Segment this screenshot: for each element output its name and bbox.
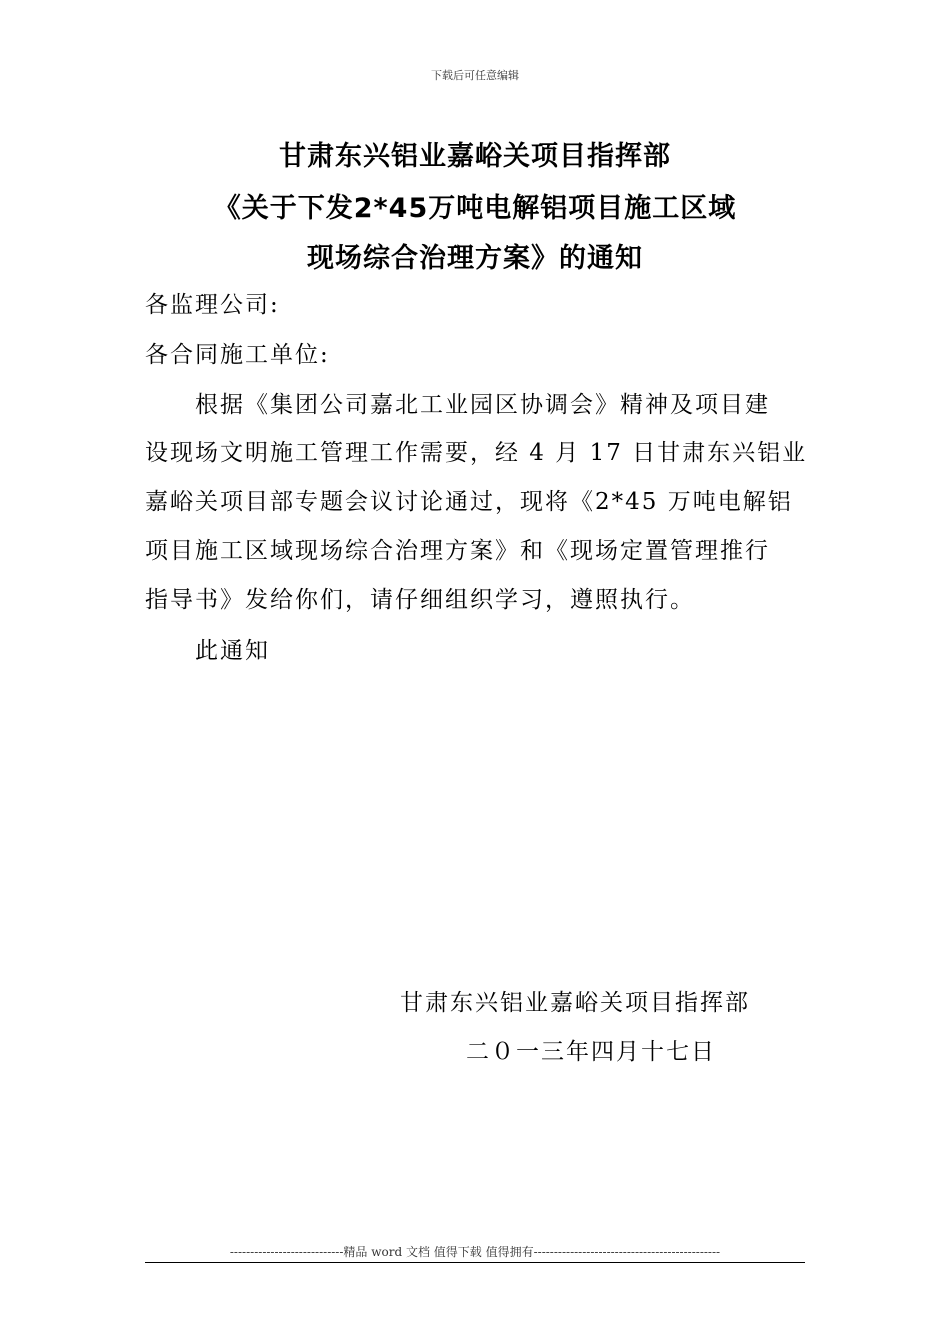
recipient-line-2: 各合同施工单位: (145, 342, 330, 368)
body-line-5: 指导书》发给你们，请仔细组织学习，遵照执行。 (145, 587, 695, 613)
body-line-3: 嘉峪关项目部专题会议讨论通过，现将《2*45 万吨电解铝 (145, 489, 793, 515)
signature-date: 二０一三年四月十七日 (466, 1039, 716, 1065)
header-note: 下载后可任意编辑 (431, 69, 519, 82)
recipient-line-1: 各监理公司: (145, 292, 280, 318)
title-line-2: 《关于下发2*45万吨电解铝项目施工区域 (213, 193, 737, 224)
body-line-2: 设现场文明施工管理工作需要，经 4 月 17 日甘肃东兴铝业 (145, 440, 808, 466)
title-line-1: 甘肃东兴铝业嘉峪关项目指挥部 (279, 141, 671, 172)
closing-line: 此通知 (195, 638, 270, 664)
footer-text: ----------------------------精品 word 文档 值得下载 值得拥有---------------------------------------------- (229, 1245, 721, 1259)
body-line-4: 项目施工区域现场综合治理方案》和《现场定置管理推行 (145, 538, 770, 564)
signature-org: 甘肃东兴铝业嘉峪关项目指挥部 (400, 990, 750, 1016)
footer-rule (145, 1262, 805, 1263)
body-line-1: 根据《集团公司嘉北工业园区协调会》精神及项目建 (195, 392, 770, 418)
title-line-3: 现场综合治理方案》的通知 (307, 243, 643, 274)
